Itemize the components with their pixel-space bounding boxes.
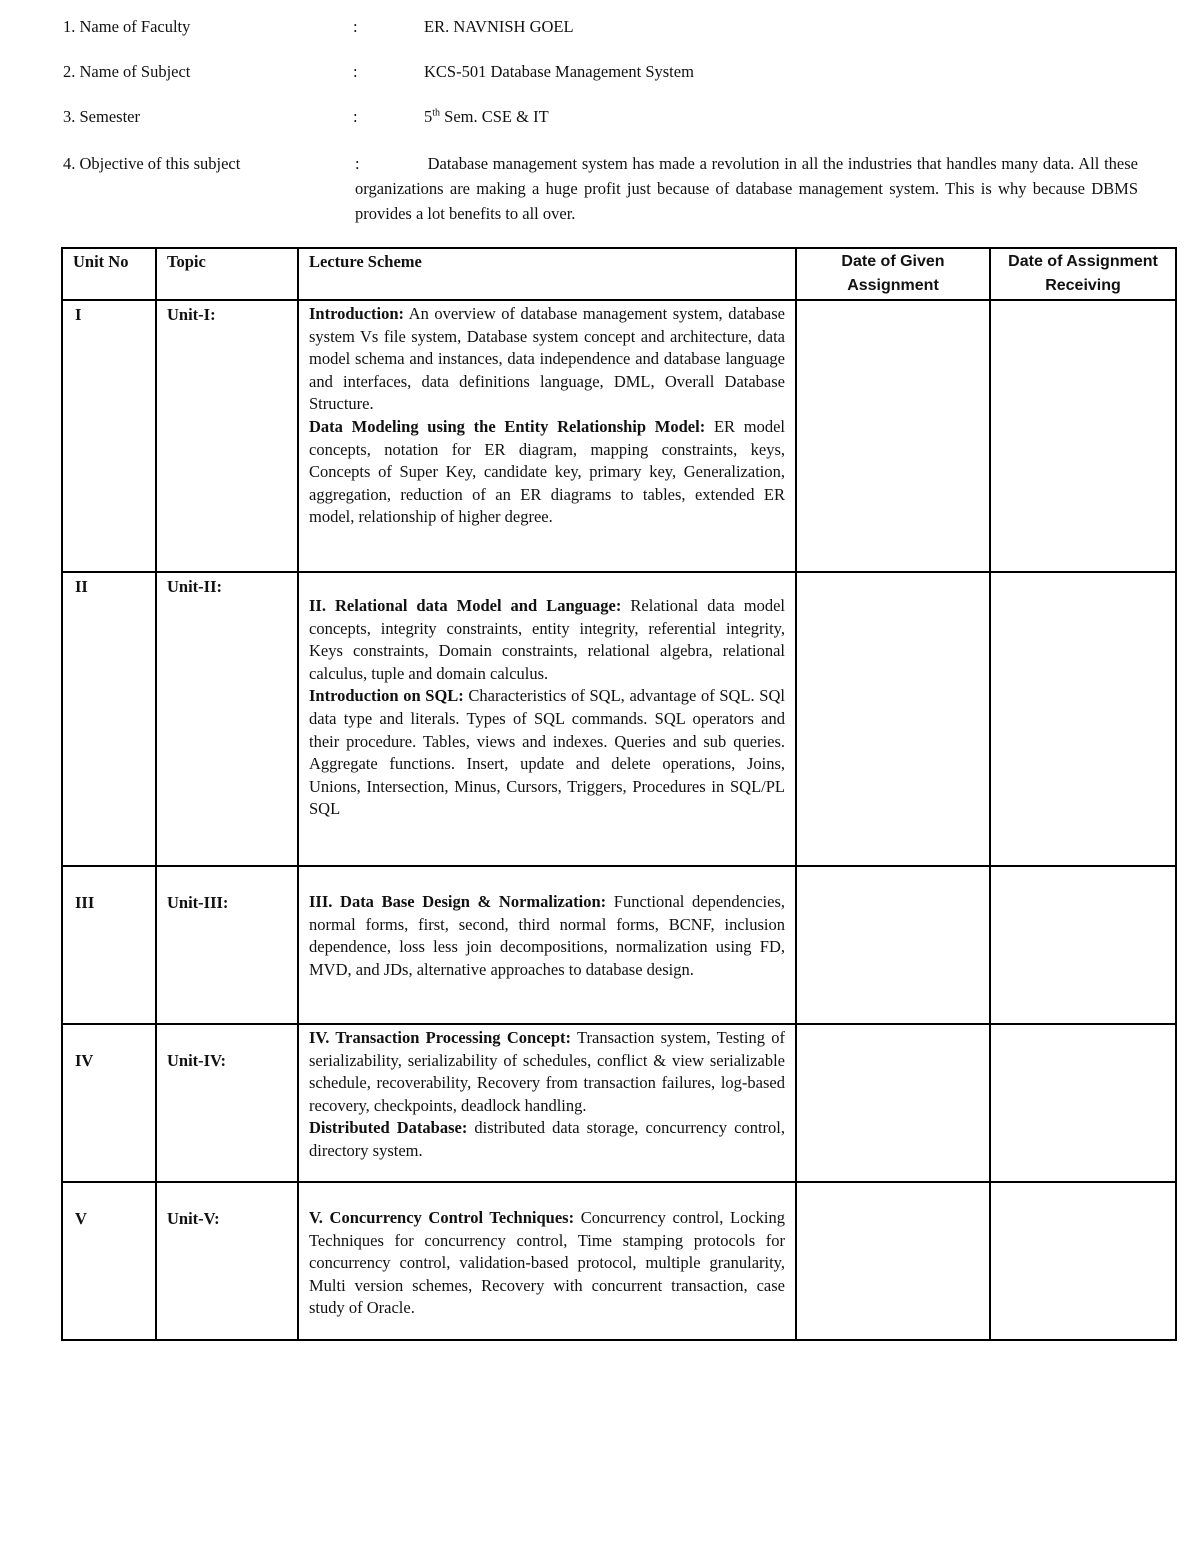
topic-cell: Unit-I: xyxy=(156,300,298,572)
subject-colon: : xyxy=(353,62,358,81)
date-given-cell xyxy=(796,1024,990,1182)
objective-value: Database management system has made a revolution in all the industries that handles many data. All these organizations are making a huge profit just because of database management system. This is why because DBMS provides a lot benefits to all over. xyxy=(355,154,1138,223)
lecture-cell xyxy=(298,1024,796,1182)
section-title: Distributed Database: xyxy=(309,1118,468,1138)
table-row xyxy=(62,866,1176,1024)
section-text: Transaction system, Testing of serializability, serializability of schedules, conflict & view serializable schedule, recoverability, Recovery from transaction failures, log-based recovery, checkpoints, deadlock handling. xyxy=(309,1028,785,1115)
faculty-value: ER. NAVNISH GOEL xyxy=(424,17,574,36)
topic-cell: Unit-III: xyxy=(156,866,298,1024)
unit-no-cell: II xyxy=(62,572,156,866)
date-given-cell xyxy=(796,866,990,1024)
section-title: II. Relational data Model and Language: xyxy=(309,596,622,615)
date-given-cell xyxy=(796,300,990,572)
section-title: Introduction: xyxy=(309,304,405,323)
semester-number: 5 xyxy=(424,107,433,126)
date-receiving-cell xyxy=(990,1182,1176,1340)
subject-value: KCS-501 Database Management System xyxy=(424,62,694,81)
semester-ordinal: th xyxy=(432,107,441,119)
section-text: Characteristics of SQL, advantage of SQL. SQl data type and literals. Types of SQL commands. SQL operators and their procedure. Tables, views and indexes. Queries and sub queries. Aggregate functions. Insert, update and delete operations, Joins, Unions, Intersection, Minus, Cursors, Triggers, Procedures in SQL/PL SQL xyxy=(309,686,785,819)
semester-suffix: Sem. CSE & IT xyxy=(440,107,549,126)
section-text: Functional dependencies, normal forms, first, second, third normal forms, BCNF, inclusion dependence, loss less join decompositions, normalization using FD, MVD, and JDs, alternative approaches to database design. xyxy=(309,892,785,979)
semester-value xyxy=(424,104,549,129)
section-title: IV. Transaction Processing Concept: xyxy=(309,1028,572,1047)
section-text: An overview of database management system, database system Vs file system, Database system concept and architecture, data model schema and instances, data independence and database language and interfaces, data definitions language, DML, Overall Database Structure. xyxy=(309,304,785,414)
table-row xyxy=(62,1182,1176,1340)
faculty-colon: : xyxy=(353,17,358,36)
table-header-row xyxy=(62,248,1176,300)
header-topic: Topic xyxy=(156,248,298,300)
unit-no-cell: I xyxy=(62,300,156,572)
unit-no-cell: IV xyxy=(62,1024,156,1182)
section-title: V. Concurrency Control Techniques: xyxy=(309,1208,575,1227)
lecture-cell xyxy=(298,572,796,866)
date-receiving-cell xyxy=(990,300,1176,572)
section-text: Concurrency control, Locking Techniques for concurrency control, Time stamping protocols for concurrency control, validation-based protocol, multiple granularity, Multi version schemes, Recovery with concurrent transaction, case study of Oracle. xyxy=(309,1208,785,1318)
objective-label: 4. Objective of this subject xyxy=(63,154,241,173)
date-receiving-cell xyxy=(990,866,1176,1024)
header-lecture-scheme: Lecture Scheme xyxy=(298,248,796,300)
topic-cell: Unit-II: xyxy=(156,572,298,866)
section-text: distributed data storage, concurrency control, directory system. xyxy=(309,1118,785,1160)
section-title: Data Modeling using the Entity Relationship Model: xyxy=(309,416,706,436)
faculty-label: 1. Name of Faculty xyxy=(63,17,191,36)
objective-colon: : xyxy=(355,154,360,173)
unit-no-cell: III xyxy=(62,866,156,1024)
section-text: ER model concepts, notation for ER diagram, mapping constraints, keys, Concepts of Super Key, candidate key, primary key, Generalization, aggregation, reduction of an ER diagrams to tables, extended ER model, relationship of higher degree. xyxy=(309,416,786,527)
topic-cell: Unit-IV: xyxy=(156,1024,298,1182)
date-given-cell xyxy=(796,1182,990,1340)
table-row xyxy=(62,1024,1176,1182)
section-title: III. Data Base Design & Normalization: xyxy=(309,892,607,911)
lecture-cell xyxy=(298,300,796,572)
header-date-receiving: Date of Assignment Receiving xyxy=(990,248,1176,300)
topic-cell: Unit-V: xyxy=(156,1182,298,1340)
header-unit-no: Unit No xyxy=(62,248,156,300)
table-row xyxy=(62,300,1176,572)
section-text: Relational data model concepts, integrity constraints, entity integrity, referential integrity, Keys constraints, Domain constraints, relational algebra, relational calculus, tuple and domain calculus. xyxy=(309,596,785,683)
table-row xyxy=(62,572,1176,866)
lecture-scheme-table xyxy=(61,247,1177,1341)
subject-label: 2. Name of Subject xyxy=(63,62,191,81)
unit-no-cell: V xyxy=(62,1182,156,1340)
lecture-cell xyxy=(298,1182,796,1340)
date-given-cell xyxy=(796,572,990,866)
date-receiving-cell xyxy=(990,1024,1176,1182)
section-title: Introduction on SQL: xyxy=(309,686,464,706)
semester-label: 3. Semester xyxy=(63,107,140,126)
objective-text xyxy=(355,151,1138,226)
lecture-cell xyxy=(298,866,796,1024)
header-date-given: Date of Given Assignment xyxy=(796,248,990,300)
semester-colon: : xyxy=(353,107,358,126)
date-receiving-cell xyxy=(990,572,1176,866)
